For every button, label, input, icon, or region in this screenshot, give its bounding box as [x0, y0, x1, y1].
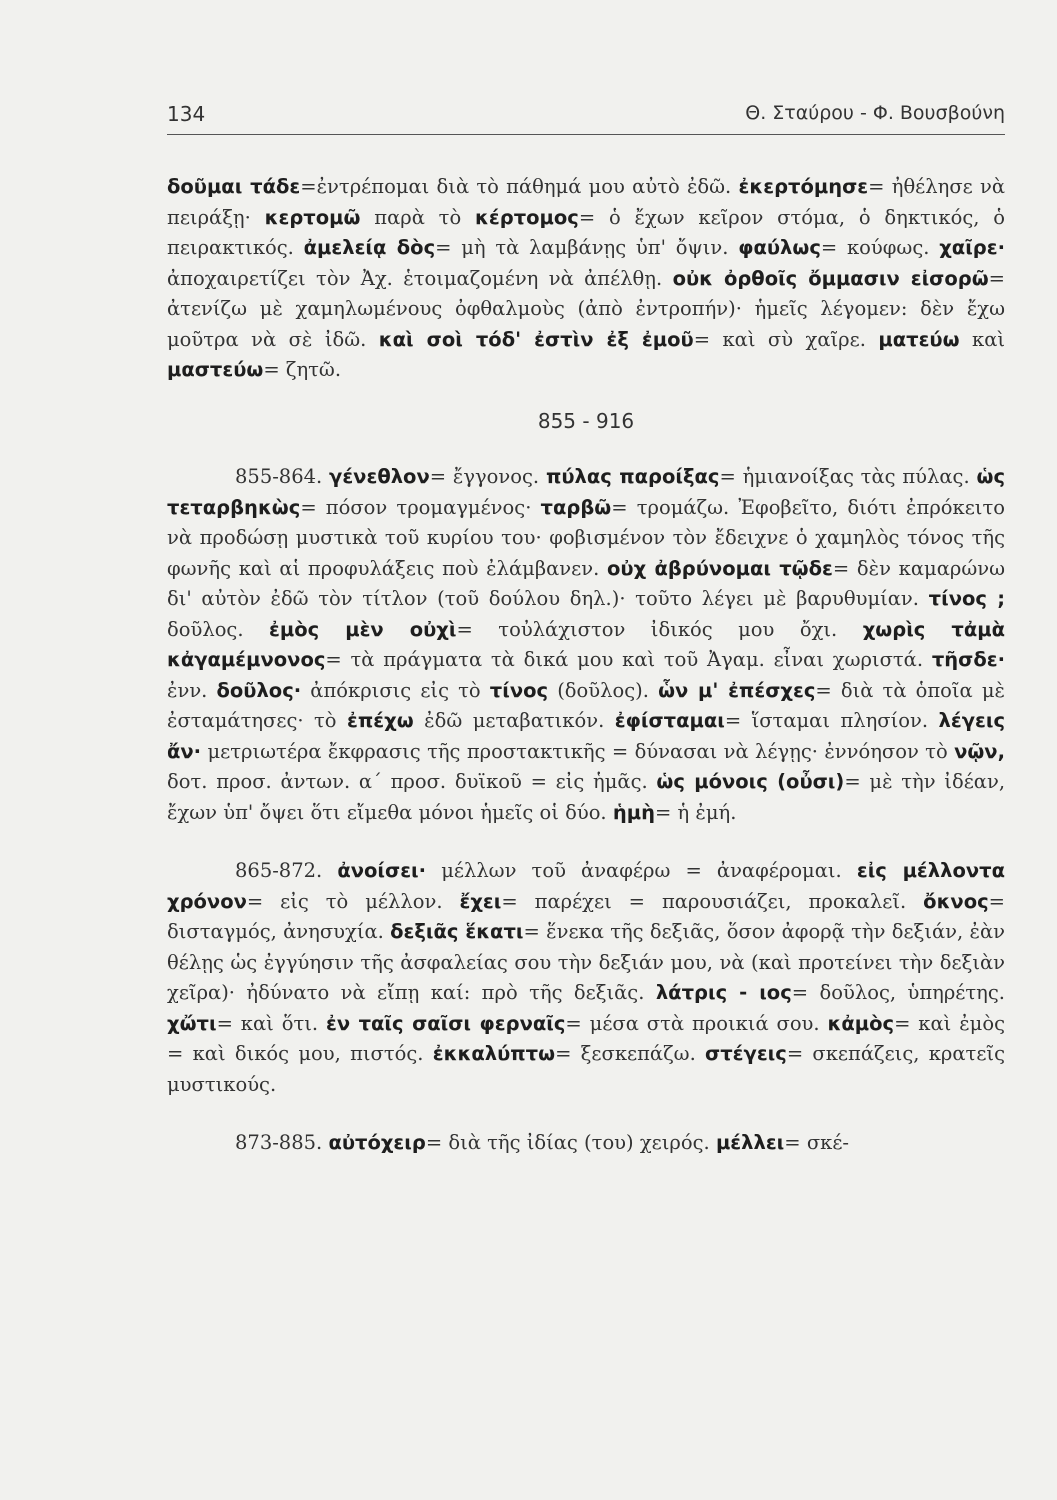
gloss: παρὰ τὸ: [374, 205, 462, 229]
page-header: [167, 100, 1005, 135]
gloss: δοτ. προσ. ἀντων. α΄ προσ. δυϊκοῦ = εἰς ἡμᾶς.: [167, 770, 648, 793]
gloss: = δοῦλος, ὑπηρέτης.: [791, 981, 1005, 1004]
verse-range: 865-872.: [235, 859, 323, 882]
gloss: = ἵσταμαι πλησίον.: [724, 709, 929, 732]
gloss: = πόσον τρομαγμένος·: [300, 495, 532, 519]
lemma: χαῖρε·: [939, 236, 1006, 259]
gloss: = ἡ ἐμή.: [654, 800, 737, 824]
gloss: =ἐντρέπομαι διὰ τὸ πάθημά μου αὐτὸ ἐδῶ.: [300, 175, 732, 198]
lemma: ἐν ταῖς σαῖσι φερναῖς: [325, 1011, 566, 1035]
gloss: = διὰ τὰ ὁποῖα μὲ ἐσταμάτησες· τὸ: [167, 678, 1005, 732]
gloss: = ἔγγονος.: [429, 465, 540, 488]
gloss: = καὶ ὅτι.: [216, 1011, 319, 1035]
gloss: ἐδῶ μεταβατικόν.: [424, 709, 605, 732]
paragraph-865-872: [167, 856, 1005, 1100]
lemma: δεξιᾶς ἕκατι: [390, 920, 524, 943]
gloss: καὶ: [972, 327, 1006, 351]
lemma: ματεύω: [878, 327, 960, 351]
lemma: ἀμελείᾳ δὸς: [303, 236, 436, 259]
lemma: ἡμὴ: [612, 800, 655, 824]
lemma: νῷν,: [954, 739, 1005, 763]
section-title: 855 - 916: [537, 408, 635, 433]
body-text: [167, 172, 1005, 1159]
gloss: = καὶ σὺ χαῖρε.: [693, 327, 866, 351]
gloss: = κούφως.: [820, 236, 930, 259]
paragraph-commentary-intro: [167, 172, 1005, 386]
gloss: ἐνν.: [167, 678, 208, 702]
gloss: = διὰ τῆς ἰδίας (του) χειρός.: [425, 1131, 710, 1154]
verse-range: 873-885.: [235, 1131, 323, 1154]
lemma: χὤτι: [167, 1011, 217, 1035]
lemma: ἐπέχω: [347, 709, 414, 732]
lemma: εἰς μέλλοντα χρόνον: [167, 859, 1005, 913]
gloss: = εἰς τὸ μέλλον.: [246, 889, 443, 913]
lemma: ὧν μ' ἐπέσχες: [658, 678, 816, 702]
gloss: = μὲ τὴν ἰδέαν, ἔχων ὑπ' ὄψει ὅτι εἴμεθα μόνοι ἡμεῖς οἱ δύο.: [167, 770, 1006, 824]
gloss: = μέσα στὰ προικιά σου.: [565, 1011, 820, 1035]
lemma: ἀνοίσει·: [337, 859, 427, 882]
gloss: = ὁ ἔχων κεῖρον στόμα, ὁ δηκτικός, ὁ πειρακτικός.: [167, 205, 1006, 259]
lemma: ἔχει: [459, 889, 502, 913]
lemma: οὐχ ἀβρύνομαι τῷδε: [607, 556, 833, 580]
lemma: δοῦμαι τάδε: [167, 175, 301, 198]
lemma: οὐκ ὀρθοῖς ὄμμασιν εἰσορῶ: [672, 266, 989, 290]
lemma: φαύλως: [738, 236, 821, 259]
gloss: = δισταγμός, ἀνησυχία.: [167, 889, 1006, 943]
gloss: (δοῦλος).: [557, 678, 649, 702]
page-number: 134: [167, 102, 206, 126]
gloss: = τὰ πράγματα τὰ δικά μου καὶ τοῦ Ἀγαμ. εἶναι χωριστά.: [325, 648, 924, 671]
gloss: = τρομάζω. Ἐφοβεῖτο, διότι ἐπρόκειτο νὰ προδώσῃ μυστικὰ τοῦ κυρίου του· φοβισμένον τὸν ἔδειχνε ὁ χαμηλὸς τόνος τῆς φωνῆς καὶ αἱ προφυλάξεις ποὺ ἐλάμβανεν.: [167, 495, 1005, 580]
lemma: τίνος: [489, 678, 549, 702]
lemma: ὡς μόνοις (οὖσι): [656, 770, 845, 793]
gloss: = ἡμιανοίξας τὰς πύλας.: [719, 465, 970, 488]
lemma: λάτρις - ιος: [655, 981, 792, 1004]
lemma: μαστεύω: [167, 358, 264, 381]
gloss: = σκέ-: [784, 1131, 850, 1154]
lemma: τίνος ;: [928, 587, 1005, 610]
paragraph-gap: [167, 1100, 1005, 1128]
paragraph-873-885: [167, 1128, 1005, 1159]
gloss: μετριωτέρα ἔκφρασις τῆς προστακτικῆς = δύνασαι νὰ λέγῃς· ἐννόησον τὸ: [207, 739, 948, 763]
lemma: ὡς τεταρβηκὼς: [167, 465, 1006, 519]
lemma: καὶ σοὶ τόδ' ἐστὶν ἐξ ἐμοῦ: [378, 327, 694, 351]
gloss: = καὶ ἐμὸς = καὶ δικός μου, πιστός.: [167, 1011, 1005, 1065]
gloss: μέλλων τοῦ ἀναφέρω = ἀναφέρομαι.: [441, 859, 842, 882]
lemma: λέγεις ἄν·: [167, 709, 1006, 763]
paragraph-gap: [167, 828, 1005, 856]
lemma: ἐφίσταμαι: [614, 709, 725, 732]
lemma: ὄκνος: [923, 889, 989, 913]
lemma: στέγεις: [705, 1042, 787, 1065]
lemma: κερτομῶ: [264, 205, 361, 229]
lemma: κέρτομος: [475, 205, 579, 229]
lemma: ταρβῶ: [540, 495, 612, 519]
lemma: ἐκερτόμησε: [738, 175, 869, 198]
gloss: ἀπόκρισις εἰς τὸ: [310, 678, 481, 702]
gloss: = παρέχει = παρουσιάζει, προκαλεῖ.: [501, 889, 907, 913]
lemma: ἐμὸς μὲν οὐχὶ: [269, 617, 457, 641]
lemma: δοῦλος·: [216, 678, 302, 702]
paragraph-855-864: [167, 462, 1005, 828]
lemma: μέλλει: [715, 1131, 785, 1154]
lemma: πύλας παροίξας: [545, 465, 720, 488]
gloss: = μὴ τὰ λαμβάνῃς ὑπ' ὄψιν.: [435, 236, 729, 259]
gloss: = ἠθέλησε νὰ πειράξῃ·: [167, 175, 1006, 229]
gloss: δοῦλος.: [167, 617, 244, 641]
lemma: ἐκκαλύπτω: [432, 1042, 556, 1065]
gloss: ἀποχαιρετίζει τὸν Ἀχ. ἑτοιμαζομένη νὰ ἀπέλθῃ.: [167, 266, 663, 290]
lemma: γένεθλον: [329, 465, 430, 488]
gloss: = σκεπάζεις, κρατεῖς μυστικούς.: [167, 1042, 1005, 1096]
verse-range: 855-864.: [235, 465, 323, 488]
gloss: = ζητῶ.: [263, 358, 342, 381]
gloss: = δὲν καμαρώνω δι' αὐτὸν ἐδῶ τὸν τίτλον (τοῦ δούλου δηλ.)· τοῦτο λέγει μὲ βαρυθυμίαν.: [167, 556, 1005, 610]
gloss: = ἀτενίζω μὲ χαμηλωμένους ὀφθαλμοὺς (ἀπὸ ἐντροπήν)· ἡμεῖς λέγομεν: δὲν ἔχω μοῦτρα νὰ σὲ ἰδῶ.: [167, 266, 1006, 351]
lemma: τῆσδε·: [931, 648, 1005, 671]
gloss: = ἕνεκα τῆς δεξιᾶς, ὅσον ἀφορᾷ τὴν δεξιάν, ἐὰν θέλῃς ὡς ἐγγύησιν τῆς ἀσφαλείας σου τὴν δεξιάν μου, νὰ (καὶ προτείνει τὴν δεξιὰν χεῖρα)· ἠδύνατο νὰ εἴπῃ καί: πρὸ τῆς δεξιᾶς.: [167, 920, 1005, 1004]
gloss: = τοὐλάχιστον ἰδικός μου ὄχι.: [456, 617, 838, 641]
running-head: Θ. Σταύρου - Φ. Βουσβούνη: [745, 102, 1005, 124]
lemma: χωρὶς τἀμὰ κἀγαμέμνονος: [167, 617, 1005, 671]
lemma: κἀμὸς: [827, 1011, 895, 1035]
gloss: = ξεσκεπάζω.: [555, 1042, 696, 1065]
lemma: αὐτόχειρ: [328, 1131, 426, 1154]
